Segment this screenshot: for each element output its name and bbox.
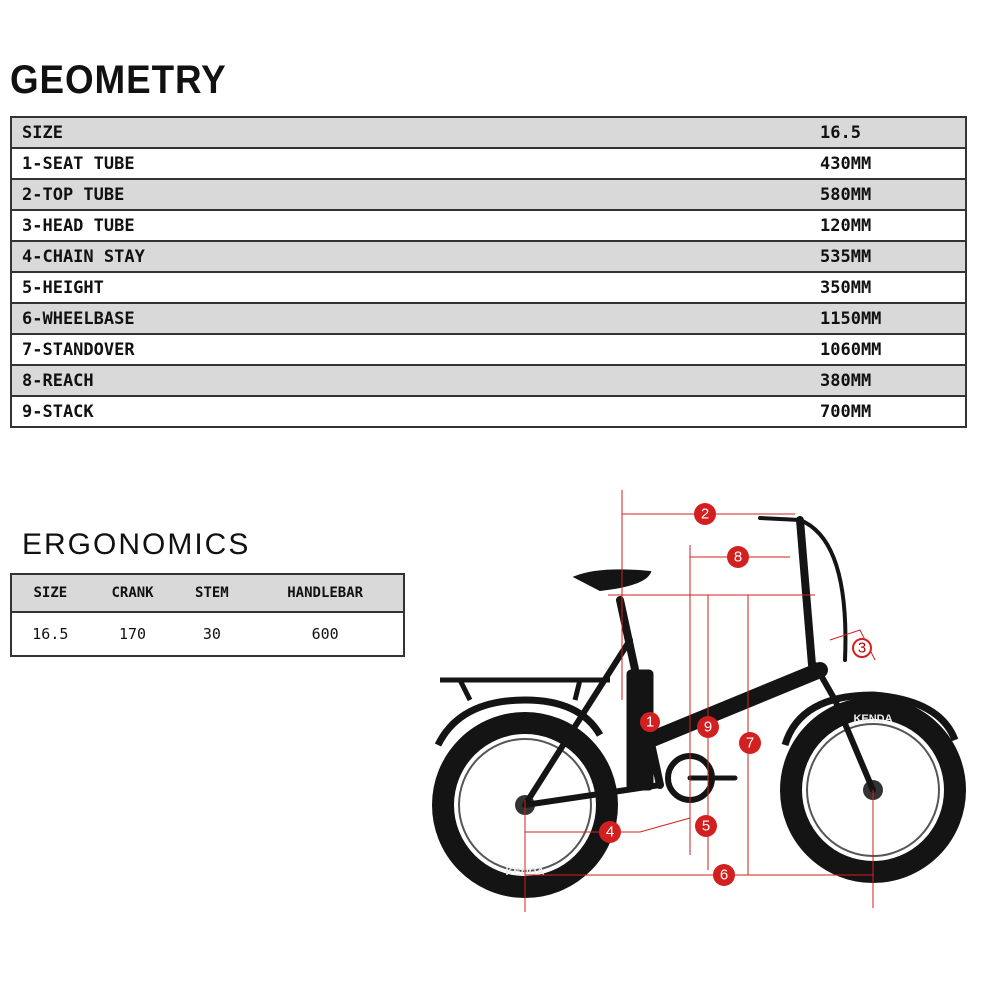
geometry-row — [11, 303, 966, 334]
geometry-label: 4-CHAIN STAY — [11, 241, 820, 272]
ergonomics-title: ERGONOMICS — [22, 528, 251, 561]
marker-1-label: 1 — [645, 713, 655, 731]
geometry-label: 8-REACH — [11, 365, 820, 396]
geometry-value: 535MM — [820, 241, 966, 272]
geometry-label: 5-HEIGHT — [11, 272, 820, 303]
bike-frame — [525, 518, 873, 805]
ergonomics-header: HANDLEBAR — [247, 574, 404, 612]
ergonomics-header: STEM — [176, 574, 247, 612]
geometry-row — [11, 272, 966, 303]
geometry-row — [11, 365, 966, 396]
marker-6 — [713, 864, 735, 886]
ergonomics-header: CRANK — [89, 574, 177, 612]
geometry-value: 700MM — [820, 396, 966, 427]
marker-8-label: 8 — [733, 548, 743, 566]
marker-5 — [695, 815, 717, 837]
geometry-value: 380MM — [820, 365, 966, 396]
marker-4-label: 4 — [605, 823, 615, 841]
marker-1 — [640, 712, 660, 732]
ergonomics-header: SIZE — [11, 574, 89, 612]
geometry-value: 120MM — [820, 210, 966, 241]
marker-6-label: 6 — [719, 866, 729, 884]
geometry-row — [11, 179, 966, 210]
geometry-value: 1060MM — [820, 334, 966, 365]
geometry-label: 9-STACK — [11, 396, 820, 427]
marker-8 — [727, 546, 749, 568]
ergonomics-header-row — [11, 574, 404, 612]
geometry-row — [11, 210, 966, 241]
geometry-value: 1150MM — [820, 303, 966, 334]
bike-geometry-diagram — [420, 470, 980, 920]
marker-7 — [739, 732, 761, 754]
geometry-row — [11, 117, 966, 148]
geometry-label: 7-STANDOVER — [11, 334, 820, 365]
marker-3 — [853, 639, 871, 657]
ergonomics-value: 170 — [119, 625, 147, 643]
marker-9-label: 9 — [703, 718, 713, 736]
front-tire-brand: KENDA — [853, 713, 893, 725]
geometry-label: 6-WHEELBASE — [11, 303, 820, 334]
marker-2 — [694, 503, 716, 525]
marker-2-label: 2 — [700, 505, 710, 523]
geometry-label: 1-SEAT TUBE — [11, 148, 820, 179]
geometry-row — [11, 334, 966, 365]
rear-tire-brand: KENDA — [505, 866, 545, 878]
geometry-value: 16.5 — [820, 117, 966, 148]
marker-5-label: 5 — [701, 817, 711, 835]
geometry-value: 430MM — [820, 148, 966, 179]
geometry-label: 3-HEAD TUBE — [11, 210, 820, 241]
geometry-table — [10, 116, 967, 428]
marker-9 — [697, 716, 719, 738]
ergonomics-value: 600 — [311, 625, 339, 643]
marker-4 — [599, 821, 621, 843]
ergonomics-value-row — [11, 612, 404, 656]
geometry-row — [11, 396, 966, 427]
marker-7-label: 7 — [745, 734, 755, 752]
geometry-value: 580MM — [820, 179, 966, 210]
saddle — [575, 570, 650, 590]
ergonomics-value: 30 — [202, 625, 221, 643]
marker-3-label: 3 — [857, 639, 867, 657]
geometry-row — [11, 241, 966, 272]
geometry-title: GEOMETRY — [10, 58, 227, 102]
geometry-label: 2-TOP TUBE — [11, 179, 820, 210]
geometry-value: 350MM — [820, 272, 966, 303]
ergonomics-value: 16.5 — [32, 625, 69, 643]
geometry-label: SIZE — [11, 117, 820, 148]
geometry-row — [11, 148, 966, 179]
ergonomics-table — [10, 573, 405, 657]
